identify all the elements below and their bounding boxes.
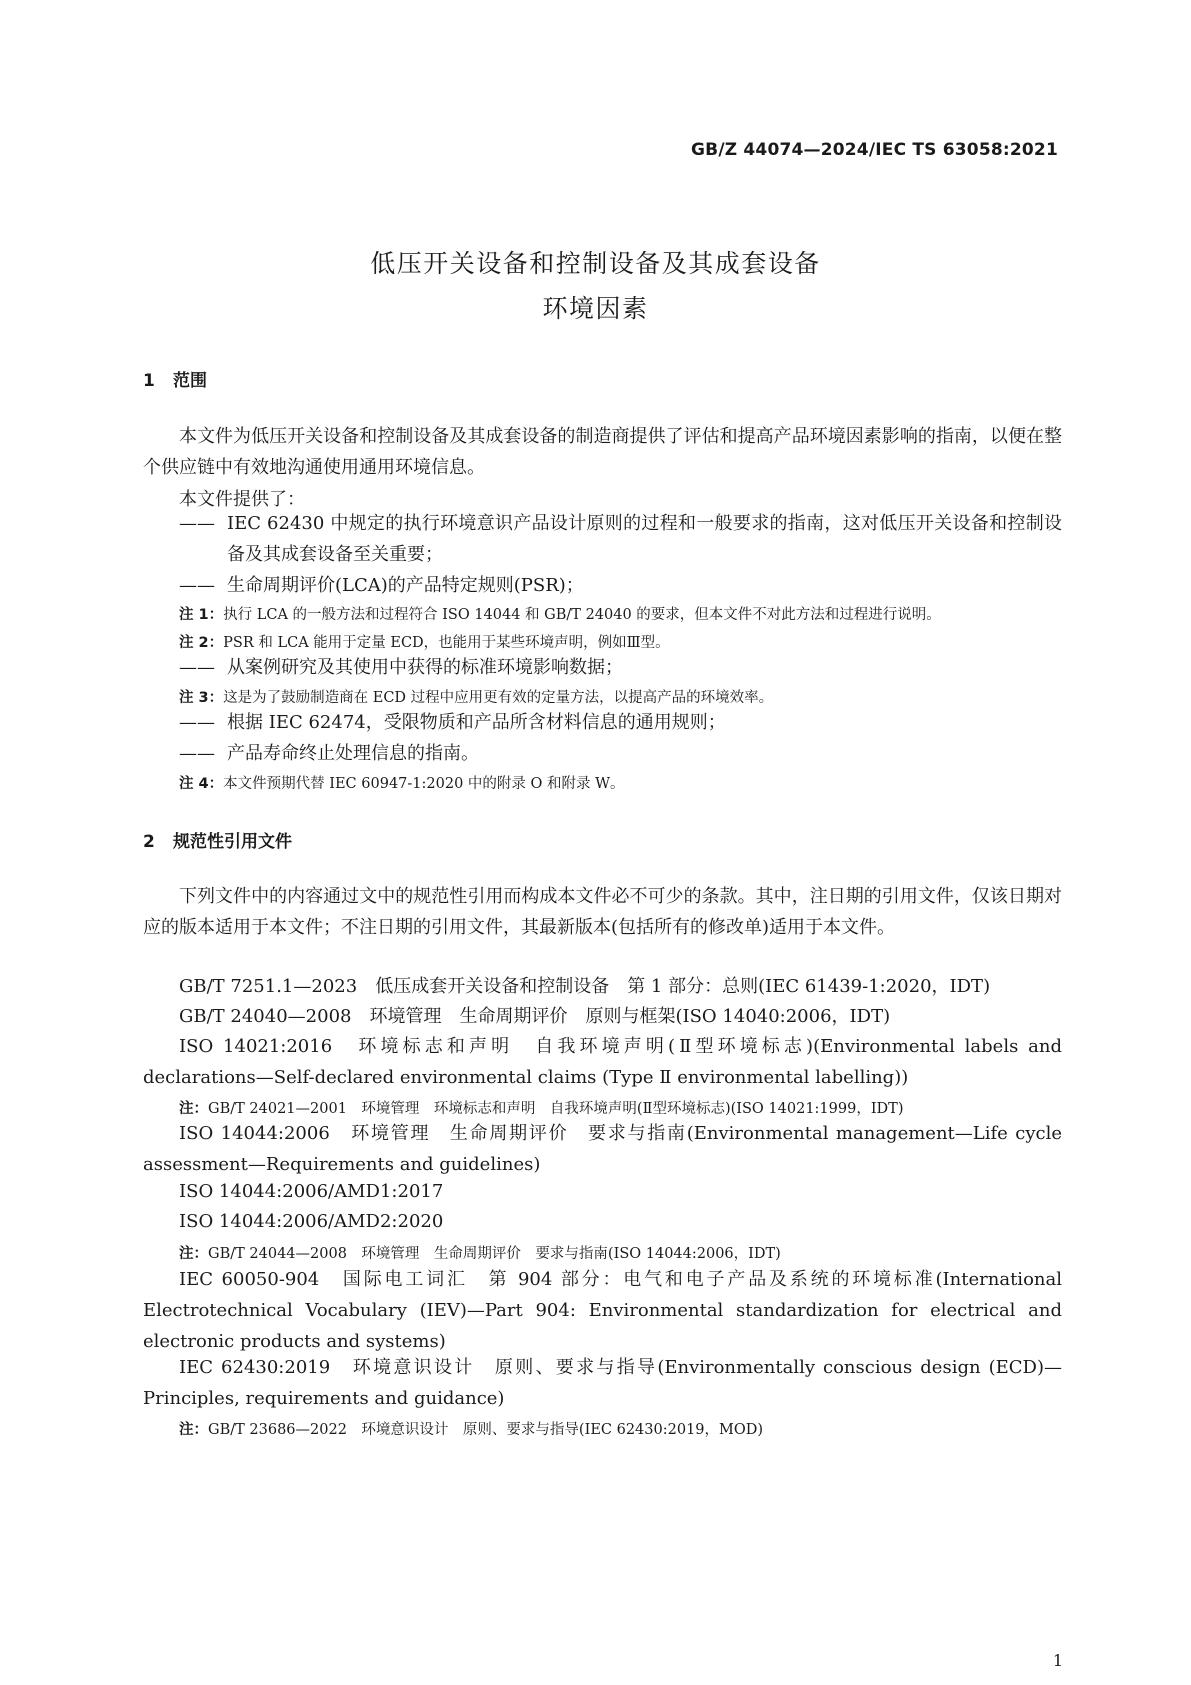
provides-line: 本文件提供了： bbox=[179, 489, 305, 510]
paragraph-text: 本文件为低压开关设备和控制设备及其成套设备的制造商提供了评估和提高产品环境因素影响的指南，以便在整个供应链中有效地沟通使用通用环境信息。 bbox=[143, 426, 1062, 478]
note bbox=[179, 1242, 781, 1263]
note-label: 注 2： bbox=[179, 635, 224, 651]
dash-marker: —— bbox=[179, 657, 215, 678]
document-subtitle: 环境因素 bbox=[542, 294, 649, 323]
reference-item: GB/T 7251.1—2023 低压成套开关设备和控制设备 第 1 部分：总则(IEC 61439-1:2020，IDT) bbox=[179, 976, 991, 997]
note-label: 注： bbox=[179, 1422, 208, 1438]
note-text: 这是为了鼓励制造商在 ECD 过程中应用更有效的定量方法，以提高产品的环境效率。 bbox=[223, 690, 774, 706]
dash-marker: —— bbox=[179, 513, 215, 534]
reference-item: ISO 14044:2006/AMD1:2017 bbox=[179, 1181, 444, 1202]
list-item-text: 根据 IEC 62474，受限物质和产品所含材料信息的通用规则； bbox=[227, 712, 726, 733]
list-item-text: 从案例研究及其使用中获得的标准环境影响数据； bbox=[227, 657, 623, 678]
note bbox=[179, 631, 670, 652]
section-title: 规范性引用文件 bbox=[173, 832, 292, 852]
note-text: 本文件预期代替 IEC 60947-1:2020 中的附录 O 和附录 W。 bbox=[223, 776, 625, 792]
note bbox=[179, 603, 941, 624]
section-number: 2 bbox=[143, 832, 155, 852]
list-item bbox=[179, 738, 1062, 769]
reference-item: ISO 14021:2016 环境标志和声明 自我环境声明(Ⅱ型环境标志)(Environmental labels and declarations—Self-declared environmental claims (Type Ⅱ environmental labelling)) bbox=[143, 1036, 1062, 1088]
list-item bbox=[179, 508, 1062, 570]
note bbox=[179, 686, 773, 707]
dash-marker: —— bbox=[179, 712, 215, 733]
section-number: 1 bbox=[143, 371, 155, 391]
reference-item: ISO 14044:2006/AMD2:2020 bbox=[179, 1211, 444, 1232]
standard-code: GB/Z 44074—2024/IEC TS 63058:2021 bbox=[691, 140, 1058, 160]
list-item bbox=[179, 570, 1062, 601]
note-text: GB/T 24044—2008 环境管理 生命周期评价 要求与指南(ISO 14044:2006，IDT) bbox=[208, 1246, 781, 1262]
dash-marker: —— bbox=[179, 743, 215, 764]
note bbox=[179, 772, 625, 793]
references-intro bbox=[143, 881, 1062, 943]
dash-marker: —— bbox=[179, 575, 215, 596]
list-item-text: 生命周期评价(LCA)的产品特定规则(PSR)； bbox=[227, 575, 584, 596]
paragraph-text: 下列文件中的内容通过文中的规范性引用而构成本文件必不可少的条款。其中，注日期的引用文件，仅该日期对应的版本适用于本文件；不注日期的引用文件，其最新版本(包括所有的修改单)适用于本文件。 bbox=[143, 886, 1062, 938]
section-1-heading bbox=[143, 366, 207, 391]
note-label: 注 3： bbox=[179, 690, 224, 706]
reference-item: GB/T 24040—2008 环境管理 生命周期评价 原则与框架(ISO 14040:2006，IDT) bbox=[179, 1006, 891, 1027]
note-text: 执行 LCA 的一般方法和过程符合 ISO 14044 和 GB/T 24040 的要求，但本文件不对此方法和过程进行说明。 bbox=[223, 607, 941, 623]
note-text: PSR 和 LCA 能用于定量 ECD，也能用于某些环境声明，例如Ⅲ型。 bbox=[223, 635, 670, 651]
list-item-text: 产品寿命终止处理信息的指南。 bbox=[227, 743, 479, 764]
list-item-text: IEC 62430 中规定的执行环境意识产品设计原则的过程和一般要求的指南，这对低压开关设备和控制设备及其成套设备至关重要； bbox=[227, 513, 1062, 565]
note bbox=[179, 1097, 904, 1118]
note-text: GB/T 24021—2001 环境管理 环境标志和声明 自我环境声明(Ⅱ型环境标志)(ISO 14021:1999，IDT) bbox=[208, 1101, 904, 1117]
reference-item: ISO 14044:2006 环境管理 生命周期评价 要求与指南(Environmental management—Life cycle assessment—Requirements and guidelines) bbox=[143, 1123, 1062, 1175]
scope-paragraph bbox=[143, 421, 1062, 483]
note-label: 注 4： bbox=[179, 776, 224, 792]
note-text: GB/T 23686—2022 环境意识设计 原则、要求与指导(IEC 62430:2019，MOD) bbox=[208, 1422, 764, 1438]
section-title: 范围 bbox=[173, 371, 207, 391]
note bbox=[179, 1418, 763, 1439]
list-item bbox=[179, 707, 1062, 738]
page-number: 1 bbox=[1052, 1651, 1063, 1670]
reference-item: IEC 60050-904 国际电工词汇 第 904 部分：电气和电子产品及系统的环境标准(International Electrotechnical Vocabulary (IEV)—Part 904: Environmental standardization for electrical and electronic products and systems) bbox=[143, 1269, 1062, 1352]
list-item bbox=[179, 652, 1062, 683]
reference-item: IEC 62430:2019 环境意识设计 原则、要求与指导(Environmentally conscious design (ECD)—Principles, requirements and guidance) bbox=[143, 1357, 1062, 1409]
section-2-heading bbox=[143, 827, 292, 852]
note-label: 注： bbox=[179, 1246, 208, 1262]
note-label: 注： bbox=[179, 1101, 208, 1117]
document-title: 低压开关设备和控制设备及其成套设备 bbox=[370, 249, 821, 278]
note-label: 注 1： bbox=[179, 607, 224, 623]
